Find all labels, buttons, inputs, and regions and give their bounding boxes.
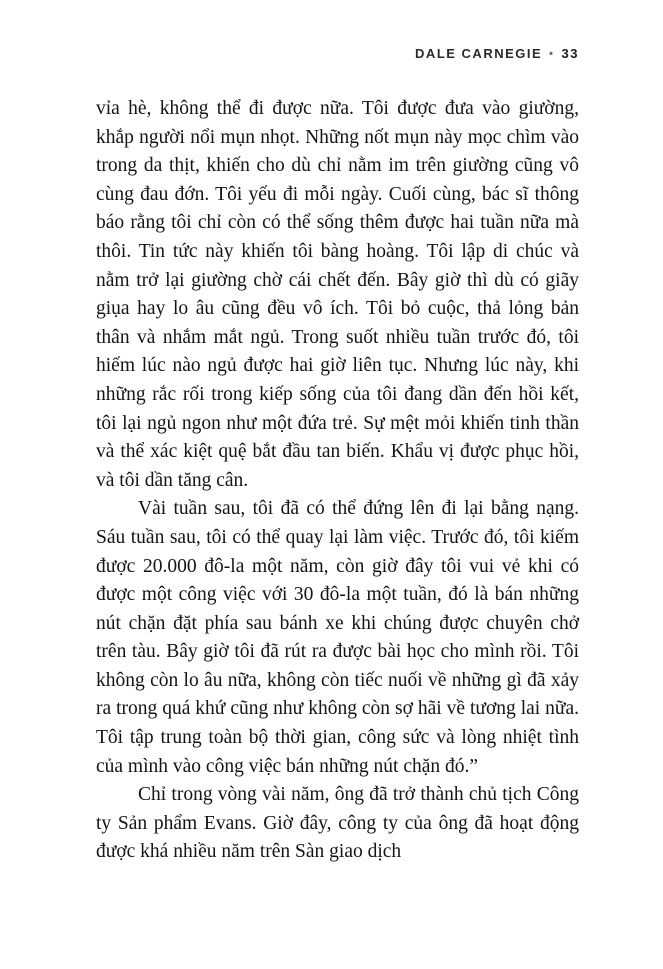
page-body xyxy=(96,95,579,867)
running-header xyxy=(96,46,579,61)
paragraph: Vài tuần sau, tôi đã có thể đứng lên đi lại bằng nạng. Sáu tuần sau, tôi có thể quay lại làm việc. Trước đó, tôi kiếm được 20.000 đô-la một năm, còn giờ đây tôi vui vẻ khi có được một công việc với 30 đô-la một tuần, đó là bán những nút chặn đặt phía sau bánh xe khi chúng được chuyên chở trên tàu. Bây giờ tôi đã rút ra được bài học cho mình rồi. Tôi không còn lo âu nữa, không còn tiếc nuối về những gì đã xảy ra trong quá khứ cũng như không còn sợ hãi về tương lai nữa. Tôi tập trung toàn bộ thời gian, công sức và lòng nhiệt tình của mình vào công việc bán những nút chặn đó.” xyxy=(96,498,579,777)
author-name: DALE CARNEGIE xyxy=(415,46,543,61)
paragraph: vỉa hè, không thể đi được nữa. Tôi được đưa vào giường, khắp người nổi mụn nhọt. Những nốt mụn này mọc chìm vào trong da thịt, khiến cho dù chỉ nằm im trên giường cũng vô cùng đau đớn. Tôi yếu đi mỗi ngày. Cuối cùng, bác sĩ thông báo rằng tôi chỉ còn có thể sống thêm được hai tuần nữa mà thôi. Tin tức này khiến tôi bàng hoàng. Tôi lập di chúc và nằm trở lại giường chờ cái chết đến. Bây giờ thì dù có giãy giụa hay lo âu cũng đều vô ích. Tôi bỏ cuộc, thả lỏng bản thân và nhắm mắt ngủ. Trong suốt nhiều tuần trước đó, tôi hiếm lúc nào ngủ được hai giờ liên tục. Nhưng lúc này, khi những rắc rối trong kiếp sống của tôi đang dần đến hồi kết, tôi lại ngủ ngon như một đứa trẻ. Sự mệt mỏi khiến tinh thần và thể xác kiệt quệ bắt đầu tan biến. Khẩu vị được phục hồi, và tôi dần tăng cân. xyxy=(96,98,579,491)
paragraph: Chỉ trong vòng vài năm, ông đã trở thành chủ tịch Công ty Sản phẩm Evans. Giờ đây, công ty của ông đã hoạt động được khá nhiều năm trên Sàn giao dịch xyxy=(96,784,579,863)
page-number: 33 xyxy=(561,46,579,61)
header-bullet-separator: • xyxy=(549,48,555,60)
